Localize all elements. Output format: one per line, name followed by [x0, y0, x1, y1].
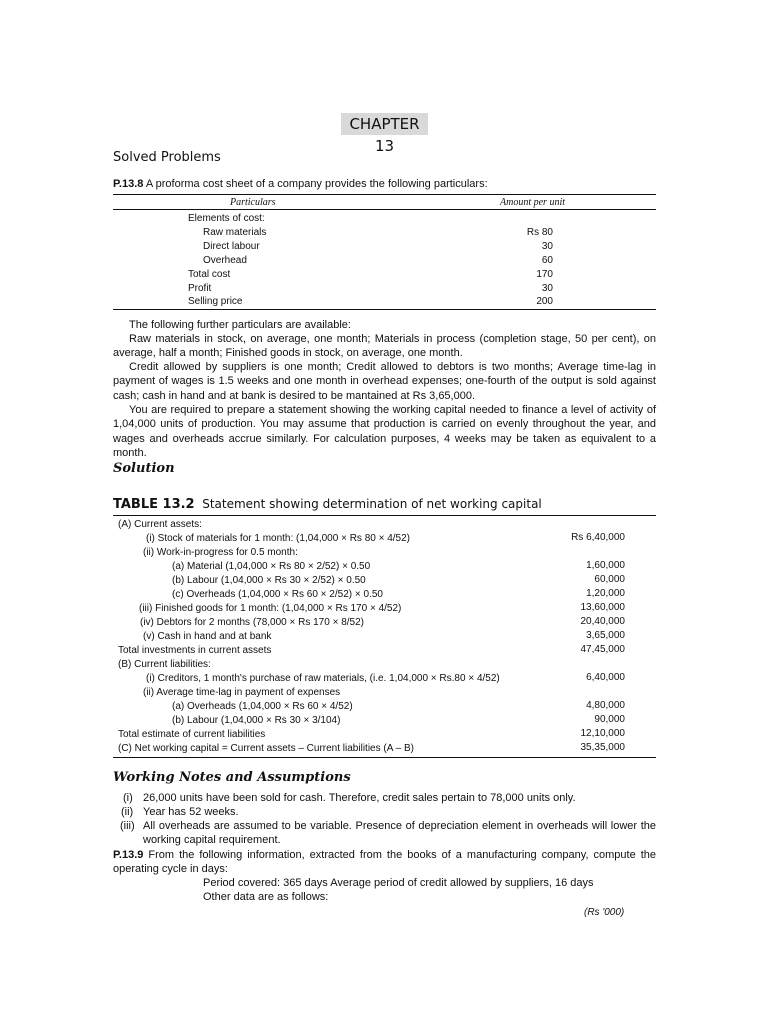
table-cell-amount: 4,80,000: [586, 700, 625, 711]
table-row: (ii) Average time-lag in payment of expenses: [143, 687, 341, 698]
table-row: Selling price: [188, 296, 243, 307]
table-row: Overhead: [203, 255, 247, 266]
table-row: (c) Overheads (1,04,000 × Rs 60 × 2/52) × 0.50: [172, 589, 383, 600]
table-row: (a) Overheads (1,04,000 × Rs 60 × 4/52): [172, 701, 353, 712]
problem-intro-text: A proforma cost sheet of a company provides the following particulars:: [145, 178, 488, 190]
table-row: Total investments in current assets: [118, 645, 272, 656]
table-rule-top: [113, 194, 656, 195]
table-cell-amount: Rs 80: [526, 227, 553, 238]
table-cell-amount: Rs 6,40,000: [571, 532, 625, 543]
table-cell-amount: 90,000: [594, 714, 625, 725]
table-row: Profit: [188, 283, 212, 294]
table-cell-amount: 30: [541, 283, 553, 294]
table-row: (b) Labour (1,04,000 × Rs 30 × 2/52) × 0.50: [172, 575, 366, 586]
table-cell-amount: 13,60,000: [580, 602, 625, 613]
table-row: Raw materials: [203, 227, 267, 238]
paragraph: You are required to prepare a statement showing the working capital needed to finance a level of activity of 1,04,000 units of production. You may assume that production is carried on evenly throughout the year, and wages and overheads accrue similarly. For calculation purposes, 4 weeks may be taken as equivalent to a month.: [113, 404, 656, 459]
note-number: (i): [123, 792, 133, 804]
table-row: Total estimate of current liabilities: [118, 729, 266, 740]
col-header-particulars: Particulars: [230, 197, 276, 208]
problem-138-intro: [113, 177, 488, 191]
table-label: TABLE 13.2: [113, 497, 195, 512]
table-row: (A) Current assets:: [118, 519, 202, 530]
table-rule-header: [113, 209, 656, 210]
section-heading: Solved Problems: [113, 150, 221, 165]
table-rule-bottom: [113, 757, 656, 758]
chapter-title: CHAPTER 13: [341, 113, 428, 135]
table-row: (C) Net working capital = Current assets – Current liabilities (A – B): [118, 743, 414, 754]
note-number: (ii): [121, 806, 134, 818]
table-cell-amount: 12,10,000: [580, 728, 625, 739]
problem-label: P.13.9: [113, 849, 144, 861]
table-row: Direct labour: [203, 241, 260, 252]
table-caption: [113, 496, 542, 512]
table-cell-amount: 47,45,000: [580, 644, 625, 655]
table-cell-amount: 1,60,000: [586, 560, 625, 571]
table-cell-amount: 200: [536, 296, 553, 307]
table-row: (ii) Work-in-progress for 0.5 month:: [143, 547, 298, 558]
table-cell-amount: 170: [536, 269, 553, 280]
note-text: All overheads are assumed to be variable. Presence of depreciation element in overheads will lower the working capital requirement.: [143, 820, 656, 846]
unit-label: (Rs '000): [584, 907, 625, 918]
table-row: (a) Material (1,04,000 × Rs 80 × 2/52) × 0.50: [172, 561, 371, 572]
table-row: Elements of cost:: [188, 213, 265, 224]
table-cell-amount: 6,40,000: [586, 672, 625, 683]
table-row: Total cost: [188, 269, 231, 280]
note-text: 26,000 units have been sold for cash. Therefore, credit sales pertain to 78,000 units only.: [143, 792, 576, 804]
table-cell-amount: 30: [541, 241, 553, 252]
problem-label: P.13.8: [113, 178, 144, 190]
table-cell-amount: 1,20,000: [586, 588, 625, 599]
table-rule-top: [113, 515, 656, 516]
problem-line: Period covered: 365 days Average period of credit allowed by suppliers, 16 days: [203, 877, 594, 889]
table-cell-amount: 35,35,000: [580, 742, 625, 753]
table-rule-bottom: [113, 309, 656, 310]
problem-line: Other data are as follows:: [203, 891, 329, 903]
table-row: (i) Stock of materials for 1 month: (1,04,000 × Rs 80 × 4/52): [146, 533, 411, 544]
table-row: (b) Labour (1,04,000 × Rs 30 × 3/104): [172, 715, 341, 726]
table-row: (i) Creditors, 1 month's purchase of raw materials, (i.e. 1,04,000 × Rs.80 × 4/52): [146, 673, 500, 684]
notes-heading: Working Notes and Assumptions: [113, 770, 351, 785]
table-row: (v) Cash in hand and at bank: [143, 631, 272, 642]
problem-intro-text: From the following information, extracted from the books of a manufacturing company, compute the operating cycle in days:: [113, 849, 656, 875]
solution-heading: Solution: [113, 461, 175, 476]
table-row: (B) Current liabilities:: [118, 659, 211, 670]
paragraph: Credit allowed by suppliers is one month; Credit allowed to debtors is two months; Average time-lag in payment of wages is 1.5 weeks and one month in overhead expenses; one-fourth of the output is sold against cash; cash in hand and at bank is desired to be mantained at Rs 3,65,000.: [113, 361, 656, 402]
col-header-amount: Amount per unit: [500, 197, 565, 208]
note-number: (iii): [120, 820, 135, 832]
table-row: (iii) Finished goods for 1 month: (1,04,000 × Rs 170 × 4/52): [139, 603, 402, 614]
problem-139-intro: [113, 848, 656, 876]
table-row: (iv) Debtors for 2 months (78,000 × Rs 170 × 8/52): [140, 617, 364, 628]
table-cell-amount: 60: [541, 255, 553, 266]
note-text: Year has 52 weeks.: [143, 806, 239, 818]
table-cell-amount: 20,40,000: [580, 616, 625, 627]
table-title: Statement showing determination of net working capital: [202, 497, 542, 511]
paragraph: The following further particulars are available:: [129, 319, 351, 331]
table-cell-amount: 60,000: [594, 574, 625, 585]
table-cell-amount: 3,65,000: [586, 630, 625, 641]
paragraph: Raw materials in stock, on average, one month; Materials in process (completion stage, 50 per cent), on average, half a month; Finished goods in stock, on average, one month.: [113, 333, 656, 360]
